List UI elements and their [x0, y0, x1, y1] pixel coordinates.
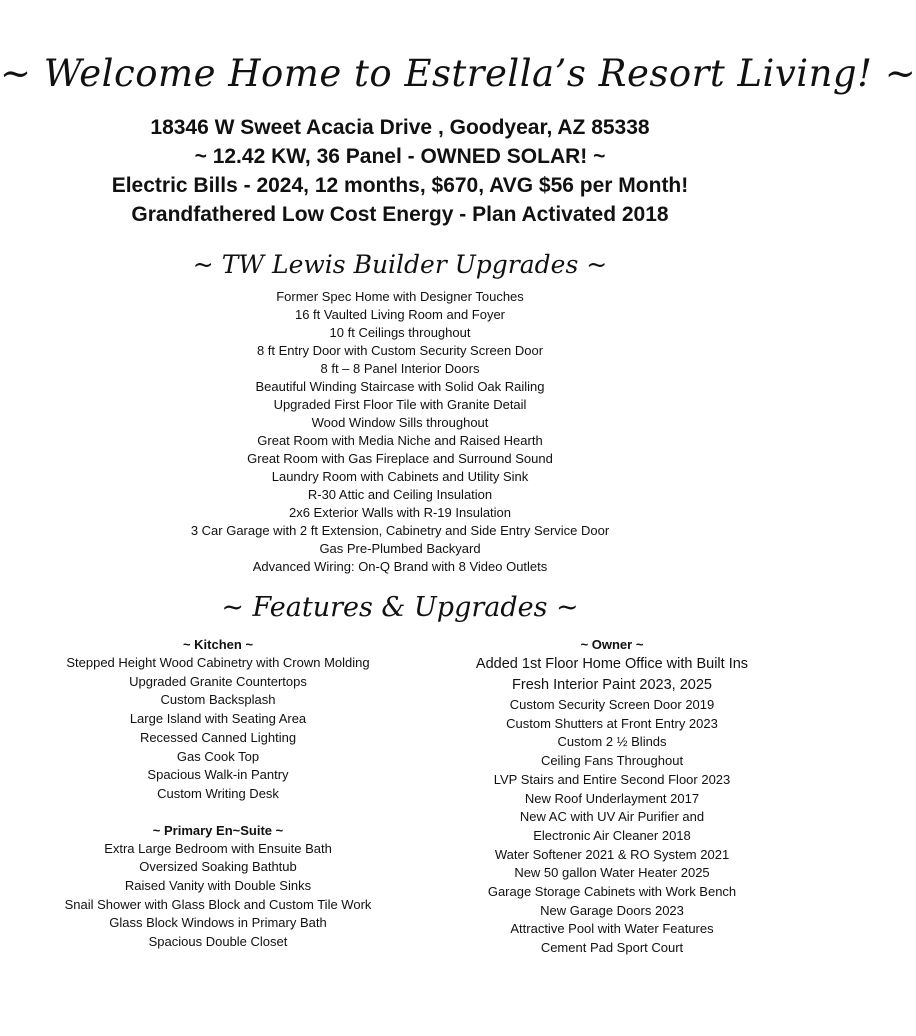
list-item: Attractive Pool with Water Features: [510, 921, 714, 937]
list-item: Great Room with Gas Fireplace and Surround Sound: [247, 451, 553, 466]
list-item: 2x6 Exterior Walls with R-19 Insulation: [288, 505, 512, 520]
list-item: Raised Vanity with Double Sinks: [124, 878, 312, 894]
owner-heading: ~ Owner ~: [580, 637, 644, 652]
list-item: 8 ft Entry Door with Custom Security Screen Door: [256, 343, 544, 358]
list-item: Snail Shower with Glass Block and Custom Tile Work: [64, 896, 372, 912]
list-item: Wood Window Sills throughout: [311, 415, 489, 430]
primary-suite-list: [18, 840, 418, 952]
list-item: New AC with UV Air Purifier and: [519, 809, 705, 825]
list-item: New Garage Doors 2023: [540, 902, 684, 918]
list-item: Former Spec Home with Designer Touches: [276, 289, 524, 304]
list-item: Extra Large Bedroom with Ensuite Bath: [104, 840, 332, 856]
list-item: 3 Car Garage with 2 ft Extension, Cabinetry and Side Entry Service Door: [190, 523, 610, 538]
left-column: [18, 636, 418, 952]
list-item: Custom Security Screen Door 2019: [509, 697, 715, 712]
energy-plan-line: Grandfathered Low Cost Energy - Plan Activated 2018: [131, 203, 669, 226]
list-item: Glass Block Windows in Primary Bath: [109, 915, 327, 931]
list-item: Water Softener 2021 & RO System 2021: [494, 846, 730, 862]
list-item: Recessed Canned Lighting: [139, 729, 297, 745]
page-title: ~ Welcome Home to Estrella’s Resort Living! ~: [0, 52, 916, 95]
electric-bills-line: Electric Bills - 2024, 12 months, $670, AVG $56 per Month!: [111, 174, 689, 197]
list-item: Custom Writing Desk: [157, 785, 279, 801]
list-item: Oversized Soaking Bathtub: [139, 859, 297, 875]
list-item: Custom Backsplash: [160, 692, 276, 708]
list-item: Electronic Air Cleaner 2018: [533, 827, 691, 843]
list-item: Large Island with Seating Area: [129, 711, 307, 727]
list-item: Spacious Walk-in Pantry: [147, 767, 289, 783]
list-item: Stepped Height Wood Cabinetry with Crown Molding: [66, 655, 370, 670]
property-summary: [0, 113, 800, 229]
right-column: [412, 636, 812, 958]
list-item: 16 ft Vaulted Living Room and Foyer: [294, 307, 506, 322]
address-line: 18346 W Sweet Acacia Drive , Goodyear, AZ 85338: [150, 116, 650, 139]
primary-suite-heading: ~ Primary En~Suite ~: [152, 822, 284, 838]
list-item: LVP Stairs and Entire Second Floor 2023: [493, 771, 731, 787]
list-item: Laundry Room with Cabinets and Utility Sink: [271, 469, 529, 484]
list-item: Great Room with Media Niche and Raised Hearth: [257, 433, 543, 448]
list-item: Upgraded Granite Countertops: [129, 673, 307, 689]
list-item: 10 ft Ceilings throughout: [329, 325, 471, 340]
builder-upgrades-heading: ~ TW Lewis Builder Upgrades ~: [192, 250, 608, 279]
list-item: Custom 2 ½ Blinds: [557, 734, 667, 750]
features-upgrades-heading: ~ Features & Upgrades ~: [221, 592, 579, 623]
list-item: Custom Shutters at Front Entry 2023: [506, 715, 718, 731]
builder-upgrades-list: [0, 288, 800, 576]
list-item: Fresh Interior Paint 2023, 2025: [512, 677, 712, 693]
list-item: New 50 gallon Water Heater 2025: [514, 865, 710, 881]
kitchen-list: [18, 654, 418, 804]
list-item: Gas Cook Top: [176, 748, 260, 764]
list-item: Added 1st Floor Home Office with Built Ins: [475, 656, 749, 672]
list-item: Upgraded First Floor Tile with Granite Detail: [273, 397, 527, 412]
owner-list: [412, 654, 812, 958]
solar-line: ~ 12.42 KW, 36 Panel - OWNED SOLAR! ~: [194, 145, 606, 168]
list-item: Advanced Wiring: On-Q Brand with 8 Video Outlets: [252, 559, 548, 574]
kitchen-heading: ~ Kitchen ~: [182, 637, 254, 652]
list-item: Gas Pre-Plumbed Backyard: [319, 541, 481, 556]
list-item: Cement Pad Sport Court: [540, 940, 684, 956]
list-item: Spacious Double Closet: [148, 934, 288, 950]
list-item: New Roof Underlayment 2017: [524, 790, 700, 806]
list-item: Ceiling Fans Throughout: [540, 753, 684, 769]
list-item: Beautiful Winding Staircase with Solid Oak Railing: [255, 379, 545, 394]
list-item: 8 ft – 8 Panel Interior Doors: [320, 361, 480, 376]
list-item: R-30 Attic and Ceiling Insulation: [307, 487, 493, 502]
list-item: Garage Storage Cabinets with Work Bench: [487, 884, 737, 900]
